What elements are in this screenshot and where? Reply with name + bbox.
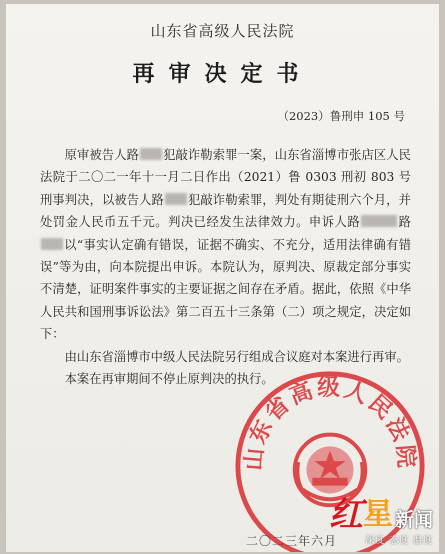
redacted-name [361,215,397,227]
court-name: 山东省高级人民法院 [150,22,295,40]
document-title: 再审决定书 [132,61,313,87]
redacted-name [140,148,162,160]
case-number: （2023）鲁刑申 105 号 [277,109,405,123]
watermark-tagline: 深度 态度 温度 [365,536,433,546]
paragraph-facts [40,144,411,346]
paragraph-decision: 由山东省淄博市中级人民法院另行组成合议庭对本案进行再审。 [64,349,409,364]
watermark-name: 新闻 [394,509,433,531]
text-segment: 路 [398,215,411,230]
text-segment: 以“事实认定确有错误，证据不确实、不充分，适用法律确有错误”等为由，向本院提出申诉。本院认为，原判决、原裁定部分事实不清楚，证明案件事实的主要证据之间存在矛盾。据此，依照《中华人民共和国刑事诉讼法》第二百五十三条第（二）项之规定，决定如下： [40,237,411,342]
logo-char: 星 [362,497,393,532]
document-body [40,144,411,390]
seal-ring-text: 山东省高级人民法院 [240,375,420,472]
text-segment: 犯敲诈勒索罪，判处有期徒刑六个月，并处罚金人民币五千元。判决已经发生法律效力。申诉人路 [40,192,411,230]
document-page [6,4,439,552]
hongxing-logo [328,495,433,535]
text-segment: 原审被告人路 [64,148,139,162]
logo-char: 红 [328,495,363,535]
document-date: 二〇二三年六月 [246,534,338,548]
redacted-name [165,193,187,205]
paragraph-execution: 本案在再审期间不停止原判决的执行。 [64,372,274,387]
redacted-name [41,238,63,250]
hongxing-news-watermark [328,495,433,546]
text-segment: 犯敲诈勒索罪一案，山东省淄博市张店区人民法院于二〇二一年十一月二日作出（2021）鲁 0303 刑初 803 号刑事判决，以被告人路 [40,148,411,207]
